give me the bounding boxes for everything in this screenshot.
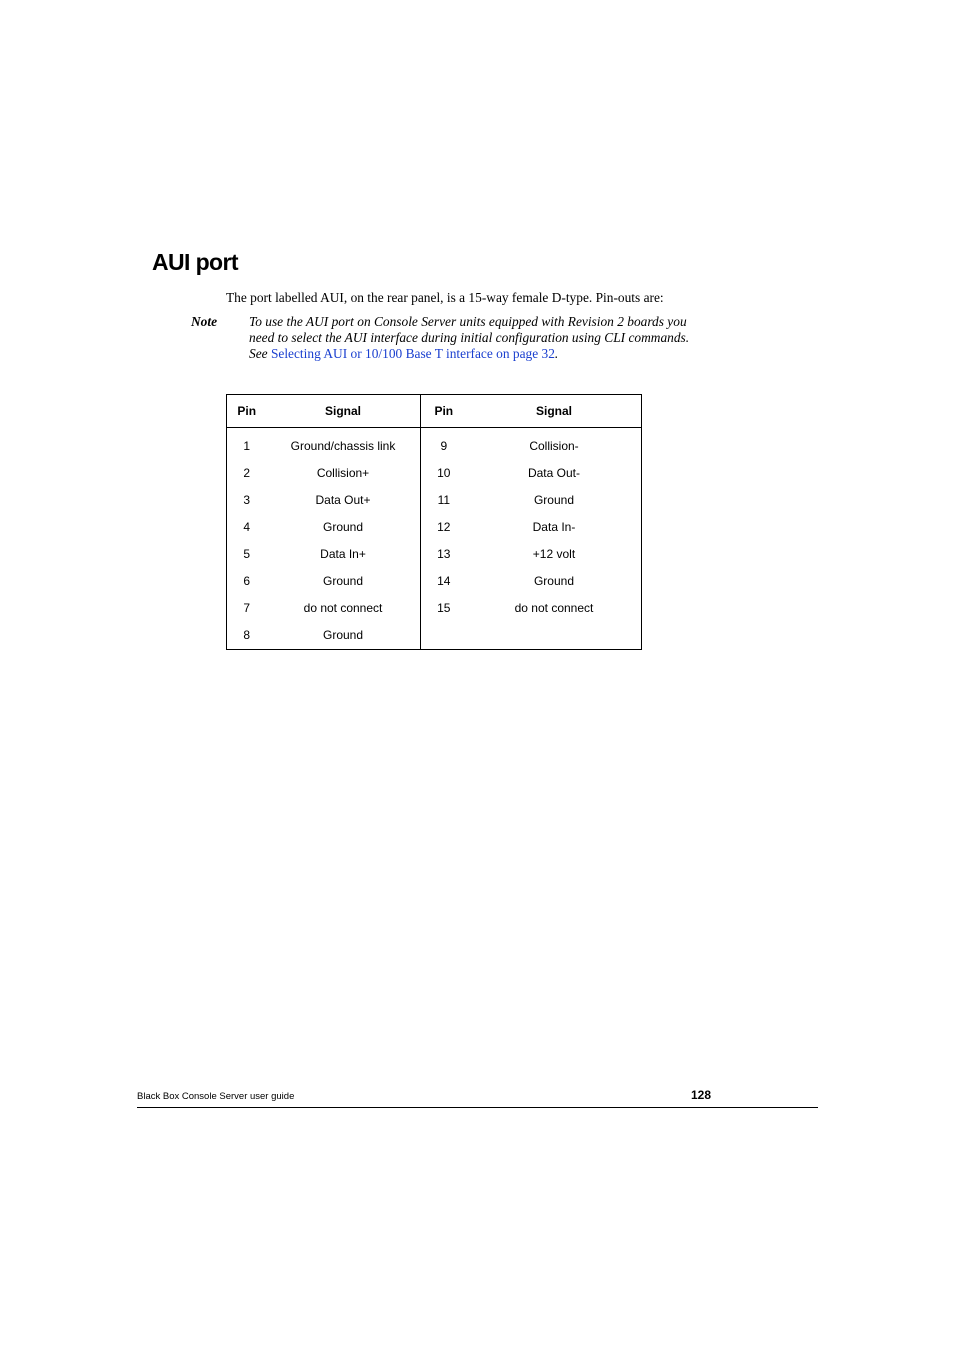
- signal-name: Ground/chassis link: [290, 438, 396, 453]
- table-row: [227, 428, 642, 460]
- table-row: [227, 513, 642, 540]
- note-see-prefix: See: [249, 346, 271, 361]
- pin-number: 9: [420, 428, 467, 460]
- pin-number: 4: [243, 519, 251, 534]
- header-signal-right: Signal: [467, 395, 642, 428]
- pin-number: [420, 621, 467, 650]
- pin-number: 15: [420, 594, 467, 621]
- signal-name: Ground: [533, 573, 574, 588]
- note-line-1: To use the AUI port on Console Server units equipped with Revision 2 boards you: [249, 314, 687, 329]
- signal-name: Ground: [533, 492, 574, 507]
- table-row: [227, 486, 642, 513]
- table-row: [227, 567, 642, 594]
- header-pin-left: Pin: [227, 395, 267, 428]
- pin-number: 13: [420, 540, 467, 567]
- note-period: .: [554, 346, 559, 361]
- signal-name: Data In+: [320, 546, 366, 561]
- signal-name: Ground: [322, 628, 364, 642]
- footer-divider: [137, 1107, 818, 1108]
- pin-number: 11: [420, 486, 467, 513]
- aui-pinout-table: [226, 394, 642, 650]
- table-row: [227, 459, 642, 486]
- signal-name: do not connect: [303, 600, 383, 615]
- table-row: [227, 594, 642, 621]
- pin-number: 3: [243, 492, 251, 507]
- signal-name: do not connect: [514, 600, 594, 615]
- signal-name: Data In-: [532, 519, 576, 534]
- pin-number: 7: [243, 600, 251, 615]
- signal-name: +12 volt: [532, 546, 576, 561]
- header-signal-left: Signal: [266, 395, 420, 428]
- cross-reference-link[interactable]: Selecting AUI or 10/100 Base T interface on page 32: [270, 346, 555, 361]
- signal-name: Data Out+: [315, 492, 371, 507]
- signal-name: [467, 621, 642, 650]
- section-heading: AUI port: [152, 249, 238, 275]
- intro-paragraph: The port labelled AUI, on the rear panel, is a 15-way female D-type. Pin-outs are:: [226, 290, 664, 305]
- signal-name: Collision+: [316, 465, 370, 480]
- footer-page-number: 128: [691, 1088, 712, 1102]
- table-row: [227, 621, 642, 650]
- footer-document-title: Black Box Console Server user guide: [137, 1091, 295, 1102]
- note-body: [249, 314, 709, 362]
- note-label: Note: [191, 314, 218, 329]
- pin-number: 10: [420, 459, 467, 486]
- header-pin-right: Pin: [420, 395, 467, 428]
- pin-number: 5: [243, 546, 251, 561]
- pin-number: 2: [243, 465, 251, 480]
- pin-number: 6: [243, 573, 251, 588]
- note-line-2: need to select the AUI interface during initial configuration using CLI commands.: [249, 330, 690, 345]
- signal-name: Ground: [322, 573, 364, 588]
- table-row: [227, 540, 642, 567]
- pin-number: 12: [420, 513, 467, 540]
- signal-name: Data Out-: [527, 465, 580, 480]
- pin-number: 14: [420, 567, 467, 594]
- pin-number: 1: [243, 438, 251, 453]
- note-line-3: [249, 346, 709, 362]
- table-header-row: [227, 395, 642, 428]
- signal-name: Ground: [322, 519, 364, 534]
- signal-name: Collision-: [529, 438, 579, 453]
- pin-number: 8: [243, 628, 251, 642]
